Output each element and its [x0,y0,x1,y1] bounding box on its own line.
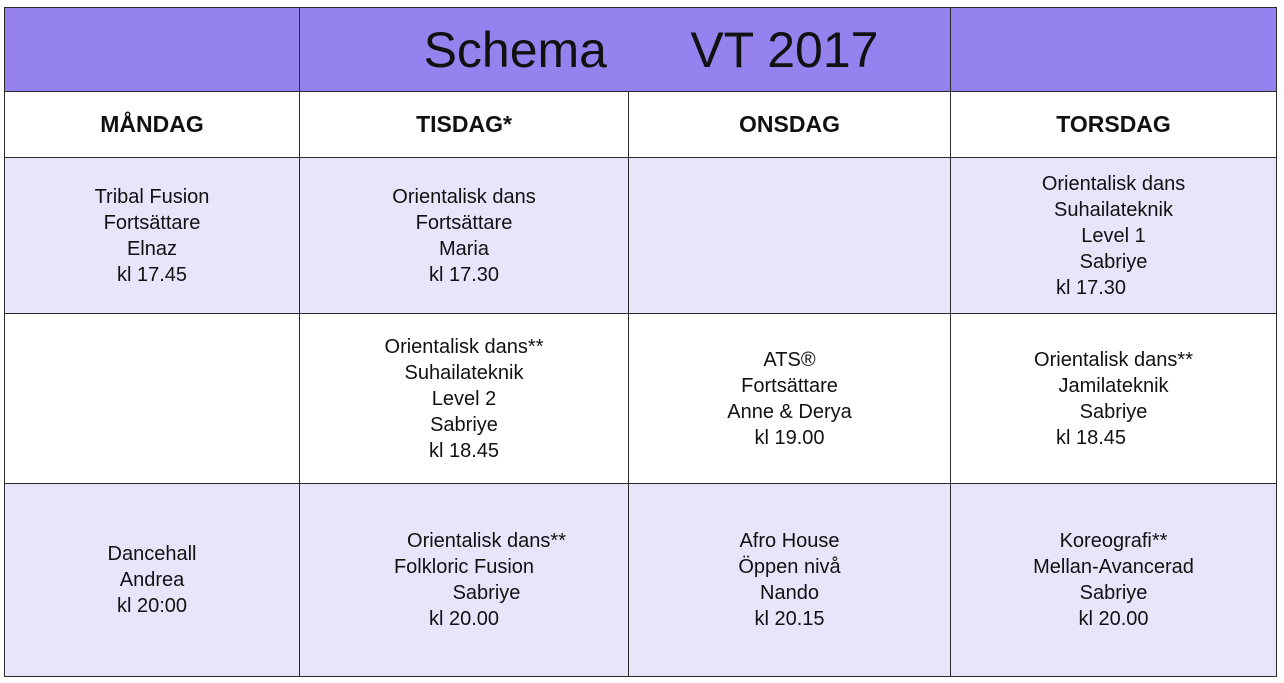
title-right-blank [951,8,1277,92]
class-style: Dancehall [107,542,197,565]
title-left-blank [5,8,300,92]
title-row [5,8,1277,92]
class-time: kl 20.15 [754,607,825,630]
class-time: kl 17.30 [1055,276,1127,299]
day-header-row [5,92,1277,158]
class-level: Fortsättare [103,211,201,234]
class-cell-tuesday-2 [300,314,629,483]
class-entry [392,184,535,288]
class-cell-monday-1 [5,158,300,314]
day-header-wednesday: ONSDAG [629,92,951,158]
schedule-row-3 [5,483,1277,676]
class-teacher: Maria [438,237,489,260]
day-header-monday: MÅNDAG [5,92,300,158]
class-style: Orientalisk dans [392,185,536,208]
class-teacher: Sabriye [1079,581,1148,604]
class-teacher: Sabriye [452,581,521,604]
class-entry [108,541,197,619]
schedule-row-2 [5,314,1277,483]
class-level: Level 2 [431,387,497,410]
class-time: kl 17.45 [116,263,188,286]
class-level: Fortsättare [741,374,838,397]
class-technique: Suhailateknik [404,361,524,384]
class-level: Folkloric Fusion [393,555,535,578]
schedule-row-1 [5,158,1277,314]
schedule-table [4,7,1277,677]
class-entry [1034,347,1193,451]
class-teacher: Nando [760,581,819,604]
class-teacher: Elnaz [126,237,177,260]
class-time: kl 20.00 [1078,607,1149,630]
class-cell-wednesday-2 [629,314,951,483]
class-level: Öppen nivå [738,555,841,578]
class-time: kl 17.30 [428,263,500,286]
class-style: Orientalisk dans [1041,172,1186,195]
class-level: Level 1 [1081,224,1146,247]
class-technique: Suhailateknik [1054,198,1173,221]
class-cell-tuesday-1 [300,158,629,314]
class-entry [1042,171,1185,301]
class-time: kl 19.00 [754,426,825,449]
class-level: Fortsättare [415,211,513,234]
class-teacher: Sabriye [430,413,498,436]
class-level: Mellan-Avancerad [1033,555,1194,578]
class-cell-tuesday-3 [300,483,629,676]
class-time: kl 18.45 [1055,426,1127,449]
class-technique: Jamilateknik [1058,374,1169,397]
class-style: Koreografi** [1059,529,1168,552]
class-time: kl 20:00 [116,594,188,617]
class-cell-wednesday-3 [629,483,951,676]
day-header-thursday: TORSDAG [951,92,1277,158]
class-teacher: Andrea [119,568,185,591]
class-time: kl 18.45 [428,439,500,462]
class-cell-thursday-3 [951,483,1277,676]
class-cell-monday-2-empty [5,314,300,483]
class-style: Orientalisk dans** [407,529,566,552]
class-entry [727,347,852,451]
class-style: Tribal Fusion [94,185,210,208]
class-teacher: Anne & Derya [727,400,852,423]
class-entry [385,334,544,464]
class-entry [95,184,210,288]
class-cell-thursday-1 [951,158,1277,314]
class-cell-monday-3 [5,483,300,676]
class-teacher: Sabriye [1079,250,1148,273]
class-style: Afro House [739,529,840,552]
class-entry [362,528,566,632]
class-entry [738,528,840,632]
class-entry [1033,528,1194,632]
class-style: ATS® [763,348,816,371]
schedule-title: Schema VT 2017 [300,8,951,92]
class-style: Orientalisk dans** [1034,348,1193,371]
class-style: Orientalisk dans** [384,335,544,358]
class-cell-wednesday-1-empty [629,158,951,314]
class-cell-thursday-2 [951,314,1277,483]
class-teacher: Sabriye [1079,400,1148,423]
class-time: kl 20.00 [428,607,500,630]
day-header-tuesday: TISDAG* [300,92,629,158]
